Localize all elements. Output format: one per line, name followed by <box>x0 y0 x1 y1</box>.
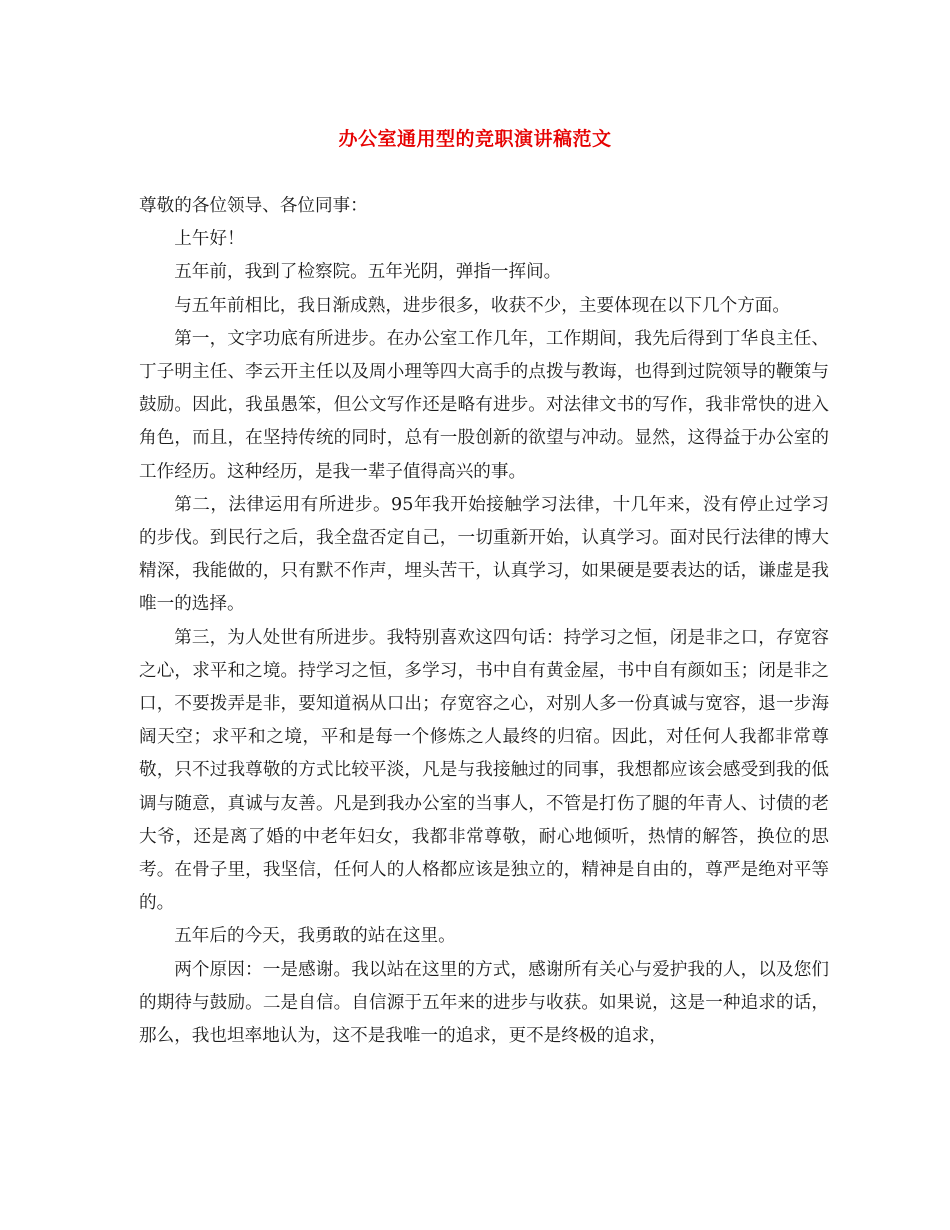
paragraph-first-point: 第一，文字功底有所进步。在办公室工作几年，工作期间，我先后得到丁华良主任、丁子明主任、李云开主任以及周小理等四大高手的点拨与教诲，也得到过院领导的鞭策与鼓励。因此，我虽愚笨，但公文写作还是略有进步。对法律文书的写作，我非常快的进入角色，而且，在坚持传统的同时，总有一股创新的欲望与冲动。显然，这得益于办公室的工作经历。这种经历，是我一辈子值得高兴的事。 <box>139 328 829 482</box>
paragraph-third-point: 第三，为人处世有所进步。我特别喜欢这四句话：持学习之恒，闭是非之口，存宽容之心，求平和之境。持学习之恒，多学习，书中自有黄金屋，书中自有颜如玉；闭是非之口，不要拨弄是非，要知道祸从口出；存宽容之心，对别人多一份真诚与宽容，退一步海阔天空；求平和之境，平和是每一个修炼之人最终的归宿。因此，对任何人我都非常尊敬，只不过我尊敬的方式比较平淡，凡是与我接触过的同事，我想都应该会感受到我的低调与随意，真诚与友善。凡是到我办公室的当事人，不管是打伤了腿的年青人、讨债的老大爷，还是离了婚的中老年妇女，我都非常尊敬，耐心地倾听，热情的解答，换位的思考。在骨子里，我坚信，任何人的人格都应该是独立的，精神是自由的，尊严是绝对平等的。 <box>139 627 829 914</box>
paragraph-today: 五年后的今天，我勇敢的站在这里。 <box>174 926 456 947</box>
salutation: 尊敬的各位领导、各位同事： <box>139 196 368 216</box>
paragraph-intro: 五年前，我到了检察院。五年光阴，弹指一挥间。 <box>174 262 562 283</box>
paragraph-reasons: 两个原因：一是感谢。我以站在这里的方式，感谢所有关心与爱护我的人，以及您们的期待与鼓励。二是自信。自信源于五年来的进步与收获。如果说，这是一种追求的话，那么，我也坦率地认为，这不是我唯一的追求，更不是终极的追求， <box>139 959 829 1047</box>
paragraph-second-point: 第二，法律运用有所进步。95年我开始接触学习法律，十几年来，没有停止过学习的步伐。到民行之后，我全盘否定自己，一切重新开始，认真学习。面对民行法律的博大精深，我能做的，只有默不作声，埋头苦干，认真学习，如果硬是要表达的话，谦虚是我唯一的选择。 <box>139 494 829 615</box>
paragraph-summary: 与五年前相比，我日渐成熟，进步很多，收获不少，主要体现在以下几个方面。 <box>174 295 790 316</box>
document-body <box>139 190 829 1053</box>
document-title: 办公室通用型的竞职演讲稿范文 <box>338 128 612 150</box>
paragraph-greeting: 上午好！ <box>174 229 245 250</box>
